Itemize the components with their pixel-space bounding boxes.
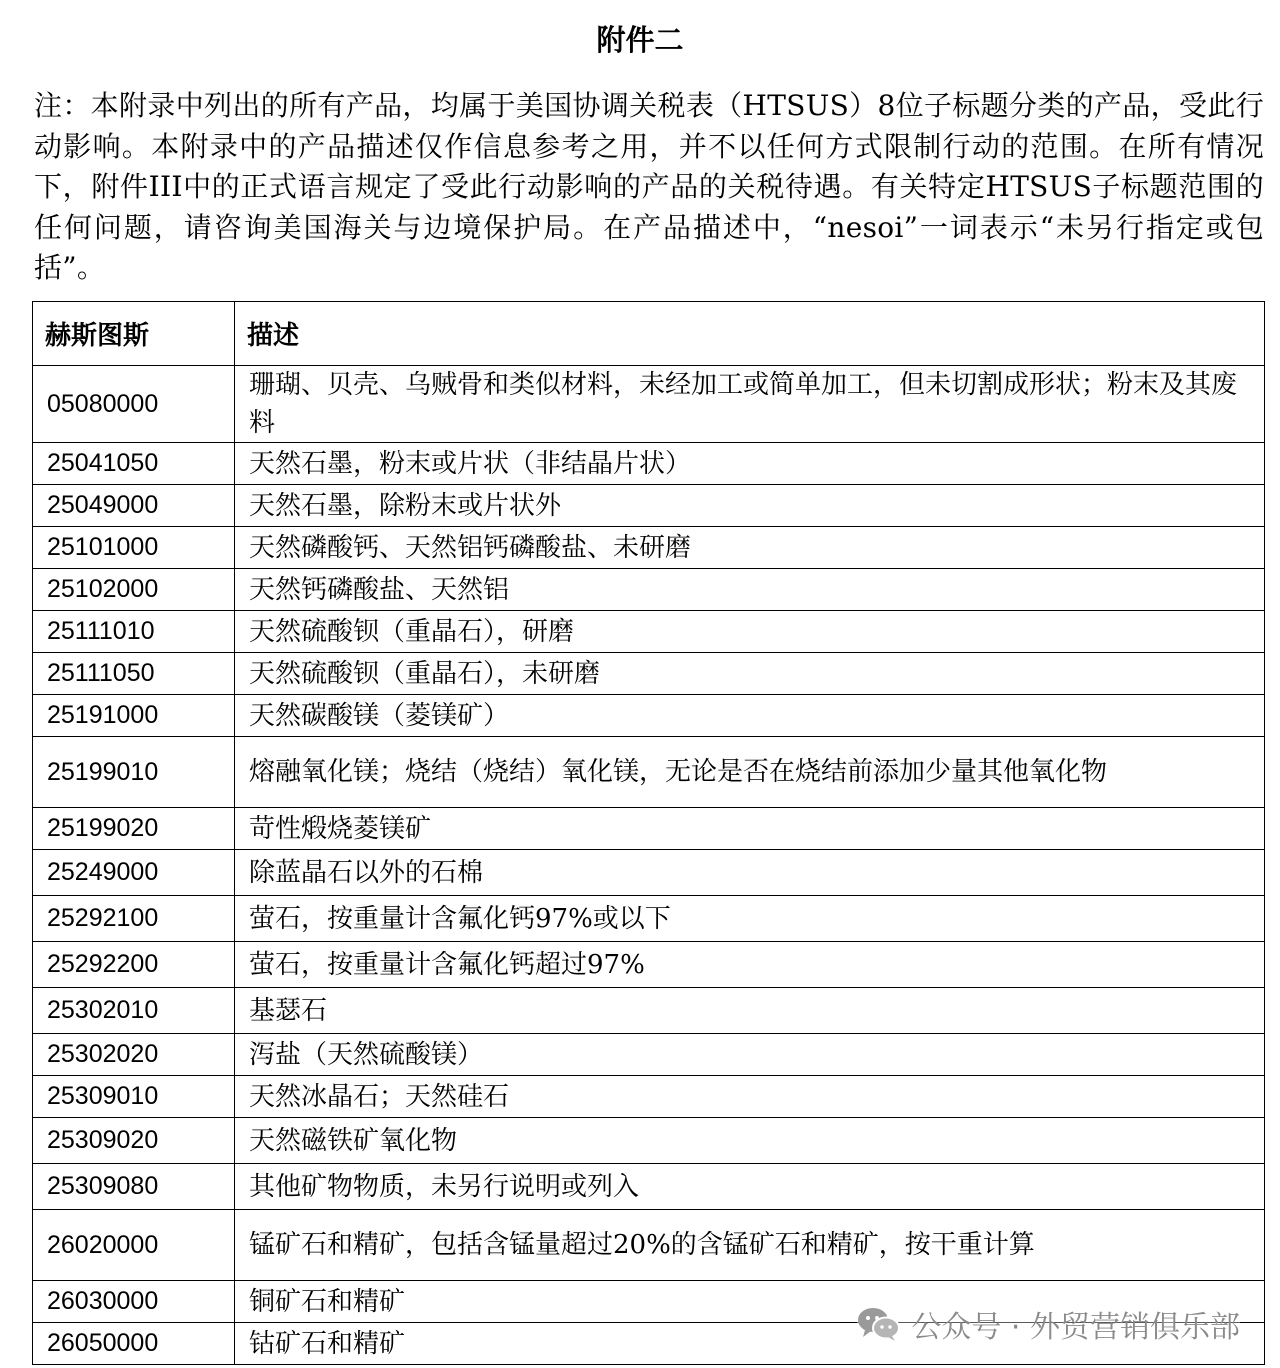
row-description: 基瑟石 <box>235 988 1265 1034</box>
table-row <box>33 527 1265 569</box>
row-code: 25102000 <box>33 569 235 611</box>
header-code: 赫斯图斯 <box>33 302 235 366</box>
row-code: 26020000 <box>33 1210 235 1281</box>
row-code: 26050000 <box>33 1323 235 1365</box>
row-description: 天然钙磷酸盐、天然铝 <box>235 569 1265 611</box>
row-code: 25249000 <box>33 850 235 896</box>
wechat-icon <box>857 1306 901 1342</box>
row-code: 25101000 <box>33 527 235 569</box>
row-description: 天然磁铁矿氧化物 <box>235 1118 1265 1164</box>
row-description: 钴矿石和精矿 <box>235 1323 1265 1365</box>
table-row <box>33 1210 1265 1281</box>
row-description: 天然硫酸钡（重晶石），未研磨 <box>235 653 1265 695</box>
table-row <box>33 695 1265 737</box>
row-code: 25111010 <box>33 611 235 653</box>
row-description: 萤石，按重量计含氟化钙97%或以下 <box>235 896 1265 942</box>
row-description: 珊瑚、贝壳、乌贼骨和类似材料，未经加工或简单加工，但未切割成形状；粉末及其废料 <box>235 366 1265 443</box>
table-row <box>33 1076 1265 1118</box>
row-description: 泻盐（天然硫酸镁） <box>235 1034 1265 1076</box>
row-code: 25292100 <box>33 896 235 942</box>
page-title: 附件二 <box>596 23 684 57</box>
row-code: 26030000 <box>33 1281 235 1323</box>
table-row <box>33 896 1265 942</box>
row-code: 25049000 <box>33 485 235 527</box>
row-description: 天然冰晶石；天然硅石 <box>235 1076 1265 1118</box>
row-code: 25309010 <box>33 1076 235 1118</box>
watermark <box>857 1302 1240 1346</box>
row-description: 天然碳酸镁（菱镁矿） <box>235 695 1265 737</box>
row-description: 铜矿石和精矿 <box>235 1281 1265 1323</box>
row-code: 25302020 <box>33 1034 235 1076</box>
row-code: 25191000 <box>33 695 235 737</box>
row-description: 天然磷酸钙、天然铝钙磷酸盐、未研磨 <box>235 527 1265 569</box>
table-row <box>33 737 1265 808</box>
table-row <box>33 808 1265 850</box>
row-description: 熔融氧化镁；烧结（烧结）氧化镁，无论是否在烧结前添加少量其他氧化物 <box>235 737 1265 808</box>
table-row <box>33 942 1265 988</box>
tariff-table <box>32 301 1265 1365</box>
row-code: 25199020 <box>33 808 235 850</box>
row-code: 25111050 <box>33 653 235 695</box>
row-description: 苛性煅烧菱镁矿 <box>235 808 1265 850</box>
table-row <box>33 611 1265 653</box>
table-row <box>33 988 1265 1034</box>
note-paragraph: 注：本附录中列出的所有产品，均属于美国协调关税表（HTSUS）8位子标题分类的产品，受此行动影响。本附录中的产品描述仅作信息参考之用，并不以任何方式限制行动的范围。在所有情况下，附件III中的正式语言规定了受此行动影响的产品的关税待遇。有关特定HTSUS子标题范围的任何问题，请咨询美国海关与边境保护局。在产品描述中，“nesoi”一词表示“未另行指定或包括”。 <box>34 89 1264 284</box>
header-description: 描述 <box>235 302 1265 366</box>
table-row <box>33 366 1265 443</box>
row-code: 25302010 <box>33 988 235 1034</box>
row-code: 25309080 <box>33 1164 235 1210</box>
table-row <box>33 1164 1265 1210</box>
table-row <box>33 569 1265 611</box>
row-code: 25292200 <box>33 942 235 988</box>
table-row <box>33 653 1265 695</box>
row-code: 25041050 <box>33 443 235 485</box>
row-description: 天然石墨，粉末或片状（非结晶片状） <box>235 443 1265 485</box>
watermark-text: 公众号 · 外贸营销俱乐部 <box>911 1310 1240 1345</box>
table-row <box>33 443 1265 485</box>
row-description: 天然硫酸钡（重晶石），研磨 <box>235 611 1265 653</box>
table-row <box>33 1118 1265 1164</box>
row-code: 25309020 <box>33 1118 235 1164</box>
table-header-row <box>33 302 1265 366</box>
row-code: 25199010 <box>33 737 235 808</box>
table-row <box>33 485 1265 527</box>
table-row <box>33 1034 1265 1076</box>
row-description: 天然石墨，除粉末或片状外 <box>235 485 1265 527</box>
table-row <box>33 850 1265 896</box>
row-description: 萤石，按重量计含氟化钙超过97% <box>235 942 1265 988</box>
row-description: 锰矿石和精矿，包括含锰量超过20%的含锰矿石和精矿，按干重计算 <box>235 1210 1265 1281</box>
row-description: 除蓝晶石以外的石棉 <box>235 850 1265 896</box>
row-code: 05080000 <box>33 366 235 443</box>
row-description: 其他矿物物质，未另行说明或列入 <box>235 1164 1265 1210</box>
